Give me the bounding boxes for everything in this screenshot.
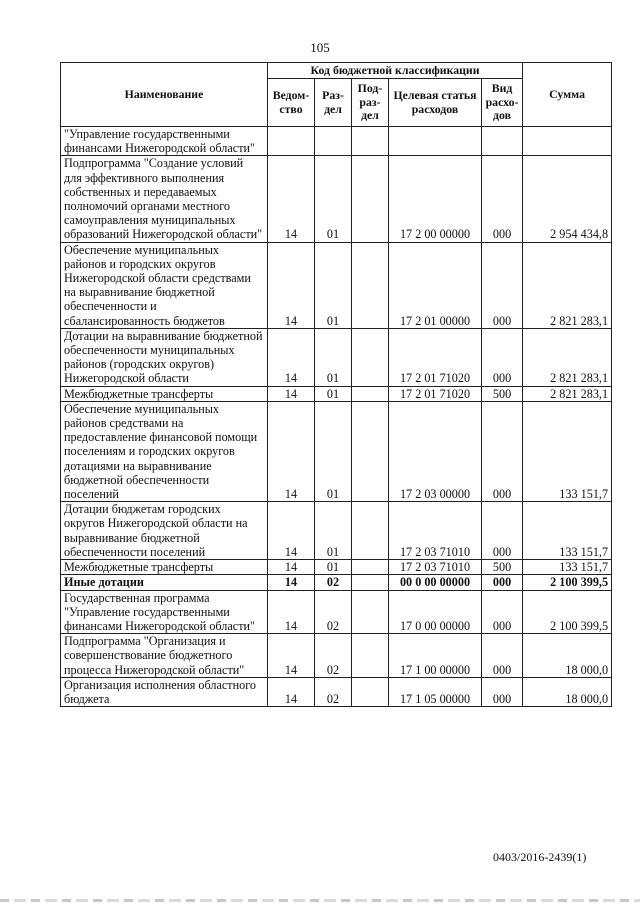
row-razdel: 01: [315, 156, 352, 242]
header-code-group: Код бюджетной классификации: [268, 63, 523, 79]
row-target: 17 2 03 71010: [389, 560, 482, 575]
row-name: Подпрограмма "Организация и совершенствование бюджетного процесса Нижегородской области": [61, 634, 268, 678]
budget-table: [60, 62, 612, 707]
row-vid: 000: [482, 242, 523, 328]
header-target: Целевая статья расходов: [389, 79, 482, 127]
row-vid: 000: [482, 677, 523, 706]
header-sum: Сумма: [523, 63, 612, 127]
row-vid: 500: [482, 386, 523, 401]
row-target: 17 2 01 71020: [389, 328, 482, 386]
row-vid: 000: [482, 401, 523, 501]
row-vid: 000: [482, 634, 523, 678]
row-podrazdel: [352, 328, 389, 386]
row-name: Иные дотации: [61, 575, 268, 590]
row-vedomstvo: 14: [268, 590, 315, 634]
row-target: [389, 127, 482, 156]
row-target: 17 1 00 00000: [389, 634, 482, 678]
row-razdel: 01: [315, 401, 352, 501]
row-sum: 18 000,0: [523, 634, 612, 678]
row-vedomstvo: 14: [268, 502, 315, 560]
row-razdel: 01: [315, 386, 352, 401]
row-name: "Управление государственными финансами Нижегородской области": [61, 127, 268, 156]
row-name: Дотации бюджетам городских округов Нижегородской области на выравнивание бюджетной обеспеченности поселений: [61, 502, 268, 560]
table-body: [61, 127, 612, 707]
row-podrazdel: [352, 242, 389, 328]
row-podrazdel: [352, 634, 389, 678]
table-row: [61, 560, 612, 575]
row-target: 17 2 03 00000: [389, 401, 482, 501]
row-sum: 2 100 399,5: [523, 575, 612, 590]
header-razdel: Раз-дел: [315, 79, 352, 127]
row-razdel: 02: [315, 634, 352, 678]
row-vedomstvo: 14: [268, 242, 315, 328]
row-vedomstvo: 14: [268, 386, 315, 401]
row-vedomstvo: 14: [268, 328, 315, 386]
header-vedomstvo: Ведом-ство: [268, 79, 315, 127]
row-vid: 000: [482, 575, 523, 590]
row-vid: 500: [482, 560, 523, 575]
row-target: 17 2 01 71020: [389, 386, 482, 401]
row-sum: 2 821 283,1: [523, 386, 612, 401]
row-sum: 2 100 399,5: [523, 590, 612, 634]
row-name: Государственная программа "Управление государственными финансами Нижегородской области": [61, 590, 268, 634]
row-sum: 133 151,7: [523, 560, 612, 575]
row-sum: 2 821 283,1: [523, 242, 612, 328]
row-vid: 000: [482, 328, 523, 386]
row-razdel: 01: [315, 560, 352, 575]
table-row: [61, 156, 612, 242]
row-vedomstvo: 14: [268, 575, 315, 590]
table-row: [61, 242, 612, 328]
row-name: Обеспечение муниципальных районов средствами на предоставление финансовой помощи поселениям и городских округов дотациями на выравнивание бюджетной обеспеченности поселений: [61, 401, 268, 501]
row-vedomstvo: 14: [268, 634, 315, 678]
row-vedomstvo: [268, 127, 315, 156]
row-podrazdel: [352, 677, 389, 706]
table-row: [61, 590, 612, 634]
table-row: [61, 328, 612, 386]
row-sum: 2 821 283,1: [523, 328, 612, 386]
scan-artifact: [0, 899, 640, 902]
row-razdel: 01: [315, 502, 352, 560]
row-podrazdel: [352, 127, 389, 156]
row-podrazdel: [352, 502, 389, 560]
row-razdel: 01: [315, 242, 352, 328]
row-razdel: 01: [315, 328, 352, 386]
row-podrazdel: [352, 386, 389, 401]
row-vid: 000: [482, 590, 523, 634]
row-name: Обеспечение муниципальных районов и городских округов Нижегородской области средствами на выравнивание бюджетной обеспеченности и сбалансированность бюджетов: [61, 242, 268, 328]
header-name: Наименование: [61, 63, 268, 127]
row-razdel: 02: [315, 575, 352, 590]
table-row: [61, 502, 612, 560]
row-podrazdel: [352, 590, 389, 634]
table-row: [61, 677, 612, 706]
row-podrazdel: [352, 560, 389, 575]
row-razdel: [315, 127, 352, 156]
document-code: 0403/2016-2439(1): [493, 850, 587, 864]
row-podrazdel: [352, 401, 389, 501]
row-sum: 2 954 434,8: [523, 156, 612, 242]
row-target: 17 1 05 00000: [389, 677, 482, 706]
table-row: [61, 127, 612, 156]
header-podrazdel: Под-раз-дел: [352, 79, 389, 127]
row-target: 17 2 01 00000: [389, 242, 482, 328]
header-vid: Вид расхо-дов: [482, 79, 523, 127]
page-number: 105: [310, 40, 330, 55]
row-razdel: 02: [315, 590, 352, 634]
row-vid: 000: [482, 502, 523, 560]
row-vid: [482, 127, 523, 156]
row-vedomstvo: 14: [268, 401, 315, 501]
row-podrazdel: [352, 156, 389, 242]
row-name: Межбюджетные трансферты: [61, 386, 268, 401]
row-razdel: 02: [315, 677, 352, 706]
row-target: 17 2 03 71010: [389, 502, 482, 560]
table-row: [61, 634, 612, 678]
row-vedomstvo: 14: [268, 560, 315, 575]
table-row: [61, 386, 612, 401]
table-row: [61, 401, 612, 501]
row-sum: [523, 127, 612, 156]
row-vedomstvo: 14: [268, 156, 315, 242]
row-vid: 000: [482, 156, 523, 242]
row-name: Межбюджетные трансферты: [61, 560, 268, 575]
row-sum: 133 151,7: [523, 401, 612, 501]
row-vedomstvo: 14: [268, 677, 315, 706]
row-target: 17 0 00 00000: [389, 590, 482, 634]
row-sum: 18 000,0: [523, 677, 612, 706]
table-row: [61, 575, 612, 590]
row-name: Подпрограмма "Создание условий для эффективного выполнения собственных и передаваемых полномочий органами местного самоуправления муниципальных образований Нижегородской области": [61, 156, 268, 242]
row-name: Дотации на выравнивание бюджетной обеспеченности муниципальных районов (городских округов) Нижегородской области: [61, 328, 268, 386]
row-name: Организация исполнения областного бюджета: [61, 677, 268, 706]
row-target: 17 2 00 00000: [389, 156, 482, 242]
row-podrazdel: [352, 575, 389, 590]
row-sum: 133 151,7: [523, 502, 612, 560]
row-target: 00 0 00 00000: [389, 575, 482, 590]
